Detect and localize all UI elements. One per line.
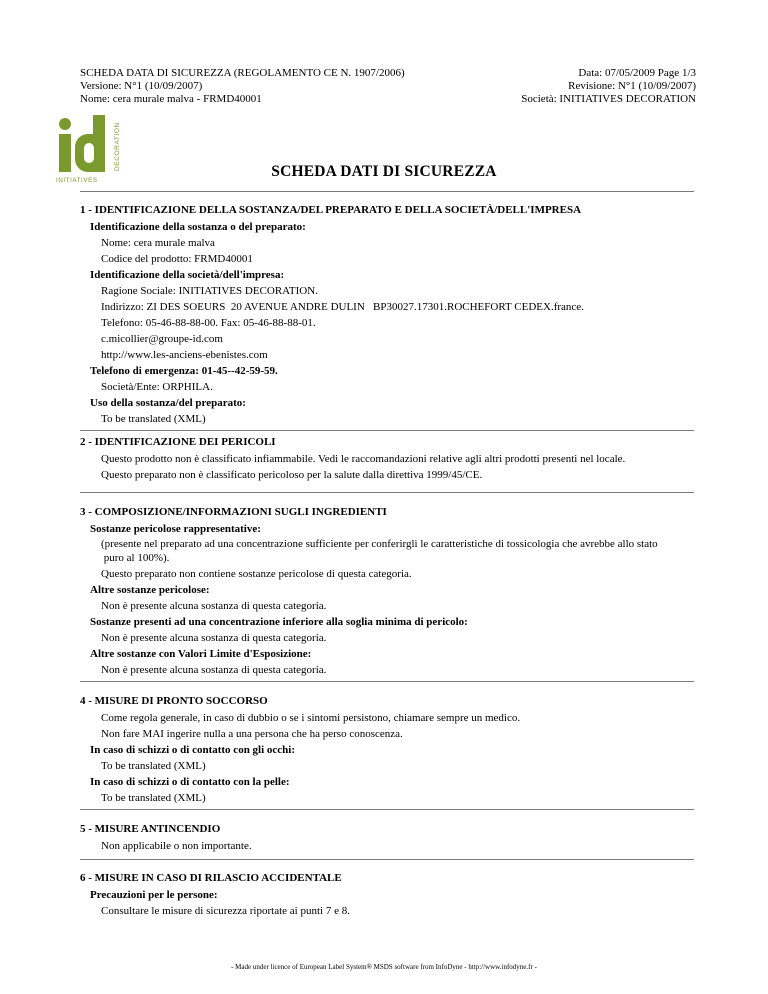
subheading: Identificazione della società/dell'impresa: — [90, 269, 285, 281]
email-text: c.micollier@groupe-id.com — [101, 333, 223, 345]
text-line: Telefono: 05-46-88-88-00. Fax: 05-46-88-88-01. — [101, 317, 316, 329]
subheading: In caso di schizzi o di contatto con gli occhi: — [90, 744, 296, 756]
section-2-title: 2 - IDENTIFICAZIONE DEI PERICOLI — [80, 436, 276, 448]
text-line: Non applicabile o non importante. — [101, 840, 252, 852]
text-line: Questo preparato non contiene sostanze pericolose di questa categoria. — [101, 568, 412, 580]
text-line: To be translated (XML) — [101, 413, 206, 425]
header-product-name: Nome: cera murale malva - FRMD40001 — [80, 93, 262, 105]
section-3-title: 3 - COMPOSIZIONE/INFORMAZIONI SUGLI INGREDIENTI — [80, 506, 387, 518]
divider — [80, 430, 694, 431]
subheading: Altre sostanze con Valori Limite d'Esposizione: — [90, 648, 312, 660]
header-revision: Revisione: N°1 (10/09/2007) — [568, 80, 696, 92]
text-line: Ragione Sociale: INITIATIVES DECORATION. — [101, 285, 318, 297]
subheading: Altre sostanze pericolose: — [90, 584, 210, 596]
text-line: (presente nel preparato ad una concentrazione sufficiente per conferirgli le caratteristiche di tossicologia che avrebbe allo stato — [101, 538, 658, 550]
logo-side-text: DECORATION — [114, 122, 121, 171]
subheading: Telefono di emergenza: 01-45--42-59-59. — [90, 365, 278, 377]
header-company: Società: INITIATIVES DECORATION — [521, 93, 696, 105]
divider — [80, 809, 694, 810]
header-regulation: SCHEDA DATA DI SICUREZZA (REGOLAMENTO CE N. 1907/2006) — [80, 67, 405, 79]
header-date-page: Data: 07/05/2009 Page 1/3 — [578, 67, 696, 79]
text-line: Società/Ente: ORPHILA. — [101, 381, 213, 393]
subheading: Sostanze pericolose rappresentative: — [90, 523, 261, 535]
text-line: Non è presente alcuna sostanza di questa categoria. — [101, 632, 327, 644]
logo-bottom-text: INITIATIVES — [56, 177, 98, 184]
text-line: Questo preparato non è classificato pericoloso per la salute dalla direttiva 1999/45/CE. — [101, 469, 483, 481]
text-line: Nome: cera murale malva — [101, 237, 215, 249]
subheading: Precauzioni per le persone: — [90, 889, 218, 901]
divider — [80, 191, 694, 192]
header-version: Versione: N°1 (10/09/2007) — [80, 80, 203, 92]
footer-credit: - Made under licence of European Label System® MSDS software from InfoDyne - http://www.infodyne.fr - — [231, 963, 537, 971]
text-line: Questo prodotto non è classificato infiammabile. Vedi le raccomandazioni relative agli altri prodotti presenti nel locale. — [101, 453, 626, 465]
section-6-title: 6 - MISURE IN CASO DI RILASCIO ACCIDENTALE — [80, 872, 342, 884]
text-line: Non è presente alcuna sostanza di questa categoria. — [101, 664, 327, 676]
divider — [80, 859, 694, 860]
subheading: Sostanze presenti ad una concentrazione inferiore alla soglia minima di pericolo: — [90, 616, 468, 628]
text-line: Non fare MAI ingerire nulla a una persona che ha perso conoscenza. — [101, 728, 403, 740]
header-right — [521, 67, 696, 106]
section-4-title: 4 - MISURE DI PRONTO SOCCORSO — [80, 695, 268, 707]
text-line: To be translated (XML) — [101, 760, 206, 772]
subheading: In caso di schizzi o di contatto con la pelle: — [90, 776, 290, 788]
document-title: SCHEDA DATI DI SICUREZZA — [271, 163, 497, 180]
text-line: Non è presente alcuna sostanza di questa categoria. — [101, 600, 327, 612]
text-line: puro al 100%). — [101, 552, 170, 564]
text-line: Indirizzo: ZI DES SOEURS 20 AVENUE ANDRE DULIN BP30027.17301.ROCHEFORT CEDEX.france. — [101, 301, 584, 313]
text-line: Codice del prodotto: FRMD40001 — [101, 253, 253, 265]
subheading: Uso della sostanza/del preparato: — [90, 397, 246, 409]
subheading: Identificazione della sostanza o del preparato: — [90, 221, 306, 233]
header-left — [80, 67, 405, 106]
divider — [80, 681, 694, 682]
section-1-title: 1 - IDENTIFICAZIONE DELLA SOSTANZA/DEL PREPARATO E DELLA SOCIETÀ/DELL'IMPRESA — [80, 204, 582, 216]
text-line: Consultare le misure di sicurezza riportate ai punti 7 e 8. — [101, 905, 350, 917]
text-line: Come regola generale, in caso di dubbio o se i sintomi persistono, chiamare sempre un medico. — [101, 712, 521, 724]
text-line: To be translated (XML) — [101, 792, 206, 804]
website-text: http://www.les-anciens-ebenistes.com — [101, 349, 268, 361]
section-5-title: 5 - MISURE ANTINCENDIO — [80, 823, 221, 835]
divider — [80, 492, 694, 493]
